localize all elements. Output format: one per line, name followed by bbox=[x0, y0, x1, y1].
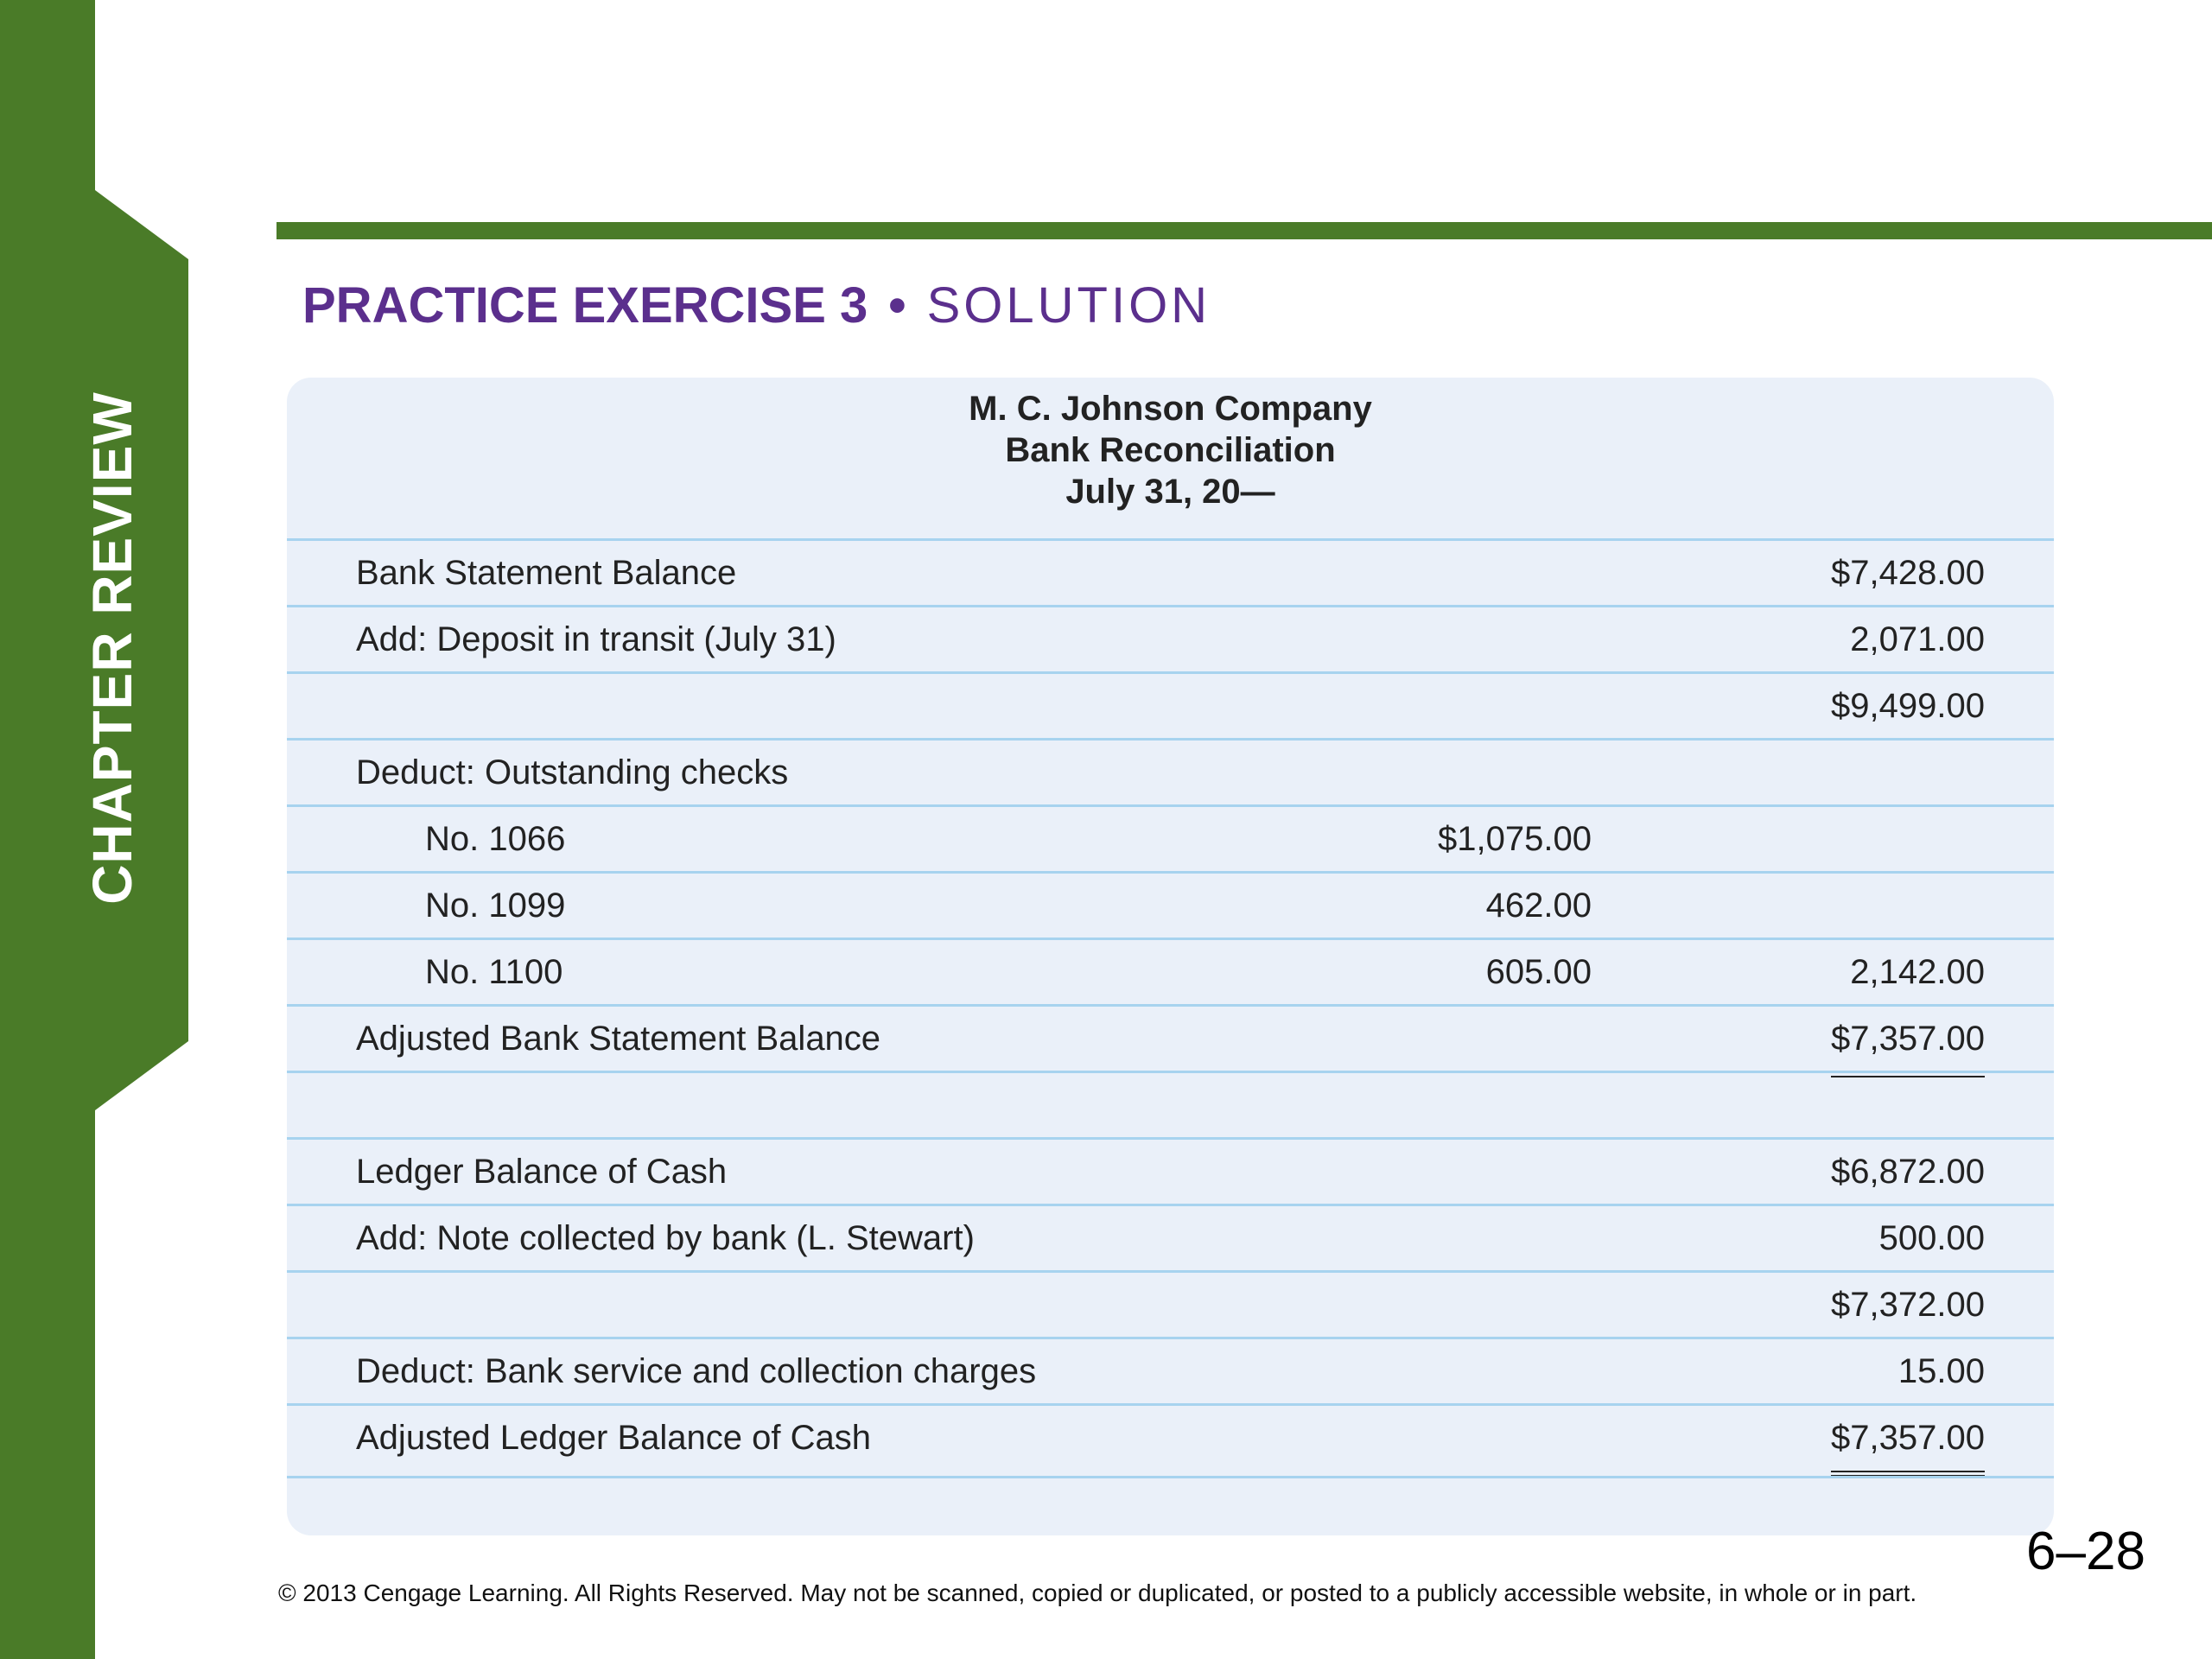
table-row bbox=[287, 1071, 2054, 1137]
row-amount: 462.00 bbox=[1485, 887, 1592, 925]
table-bottom-rule bbox=[287, 1476, 2054, 1478]
row-label: No. 1100 bbox=[425, 953, 563, 991]
row-label: Adjusted Ledger Balance of Cash bbox=[356, 1419, 871, 1457]
row-total: $7,428.00 bbox=[1831, 554, 1985, 592]
table-row bbox=[287, 1137, 2054, 1204]
table-row bbox=[287, 1403, 2054, 1470]
statement-header bbox=[287, 378, 2054, 512]
table-row bbox=[287, 738, 2054, 804]
company-name: M. C. Johnson Company bbox=[969, 390, 1372, 428]
row-label: Deduct: Bank service and collection charges bbox=[356, 1352, 1037, 1390]
table-row bbox=[287, 538, 2054, 605]
row-label: No. 1066 bbox=[425, 820, 566, 858]
row-label: Adjusted Bank Statement Balance bbox=[356, 1020, 881, 1058]
title-main: PRACTICE EXERCISE 3 bbox=[302, 277, 868, 334]
top-rule bbox=[276, 222, 2212, 239]
row-total: 500.00 bbox=[1879, 1206, 1985, 1270]
title-sub: SOLUTION bbox=[926, 277, 1211, 334]
row-total: $7,357.00 bbox=[1831, 1007, 1985, 1071]
row-label: Ledger Balance of Cash bbox=[356, 1153, 728, 1191]
row-total: $7,357.00 bbox=[1831, 1406, 1985, 1470]
row-total: $6,872.00 bbox=[1831, 1153, 1985, 1191]
row-total: $9,499.00 bbox=[1831, 687, 1985, 725]
row-amount: 605.00 bbox=[1486, 940, 1592, 1004]
table-row bbox=[287, 671, 2054, 738]
row-label: Bank Statement Balance bbox=[356, 554, 737, 592]
table-row bbox=[287, 1270, 2054, 1337]
row-total: 15.00 bbox=[1898, 1339, 1985, 1403]
row-label: Add: Deposit in transit (July 31) bbox=[356, 620, 836, 658]
table-row bbox=[287, 938, 2054, 1004]
statement-date: July 31, 20— bbox=[1065, 473, 1275, 511]
title-bullet: • bbox=[888, 277, 906, 334]
table-row bbox=[287, 1337, 2054, 1403]
sidebar-label: CHAPTER REVIEW bbox=[81, 391, 143, 905]
table-row bbox=[287, 605, 2054, 671]
statement-panel bbox=[287, 378, 2054, 1535]
row-total: 2,071.00 bbox=[1850, 607, 1985, 671]
page-title bbox=[302, 276, 1211, 334]
row-label: Add: Note collected by bank (L. Stewart) bbox=[356, 1219, 975, 1257]
table-row bbox=[287, 1004, 2054, 1071]
table-row bbox=[287, 871, 2054, 938]
row-total: 2,142.00 bbox=[1850, 940, 1985, 1004]
table-row bbox=[287, 1204, 2054, 1270]
row-label: No. 1099 bbox=[425, 887, 566, 925]
page-number: 6–28 bbox=[2026, 1522, 2145, 1581]
table-row bbox=[287, 804, 2054, 871]
copyright-notice: © 2013 Cengage Learning. All Rights Reserved. May not be scanned, copied or duplicated, or posted to a publicly accessible website, in whole or in part. bbox=[278, 1580, 1917, 1606]
row-total: $7,372.00 bbox=[1831, 1286, 1985, 1324]
row-label: Deduct: Outstanding checks bbox=[356, 753, 789, 791]
row-amount: $1,075.00 bbox=[1438, 820, 1592, 858]
statement-name: Bank Reconciliation bbox=[1005, 431, 1336, 469]
